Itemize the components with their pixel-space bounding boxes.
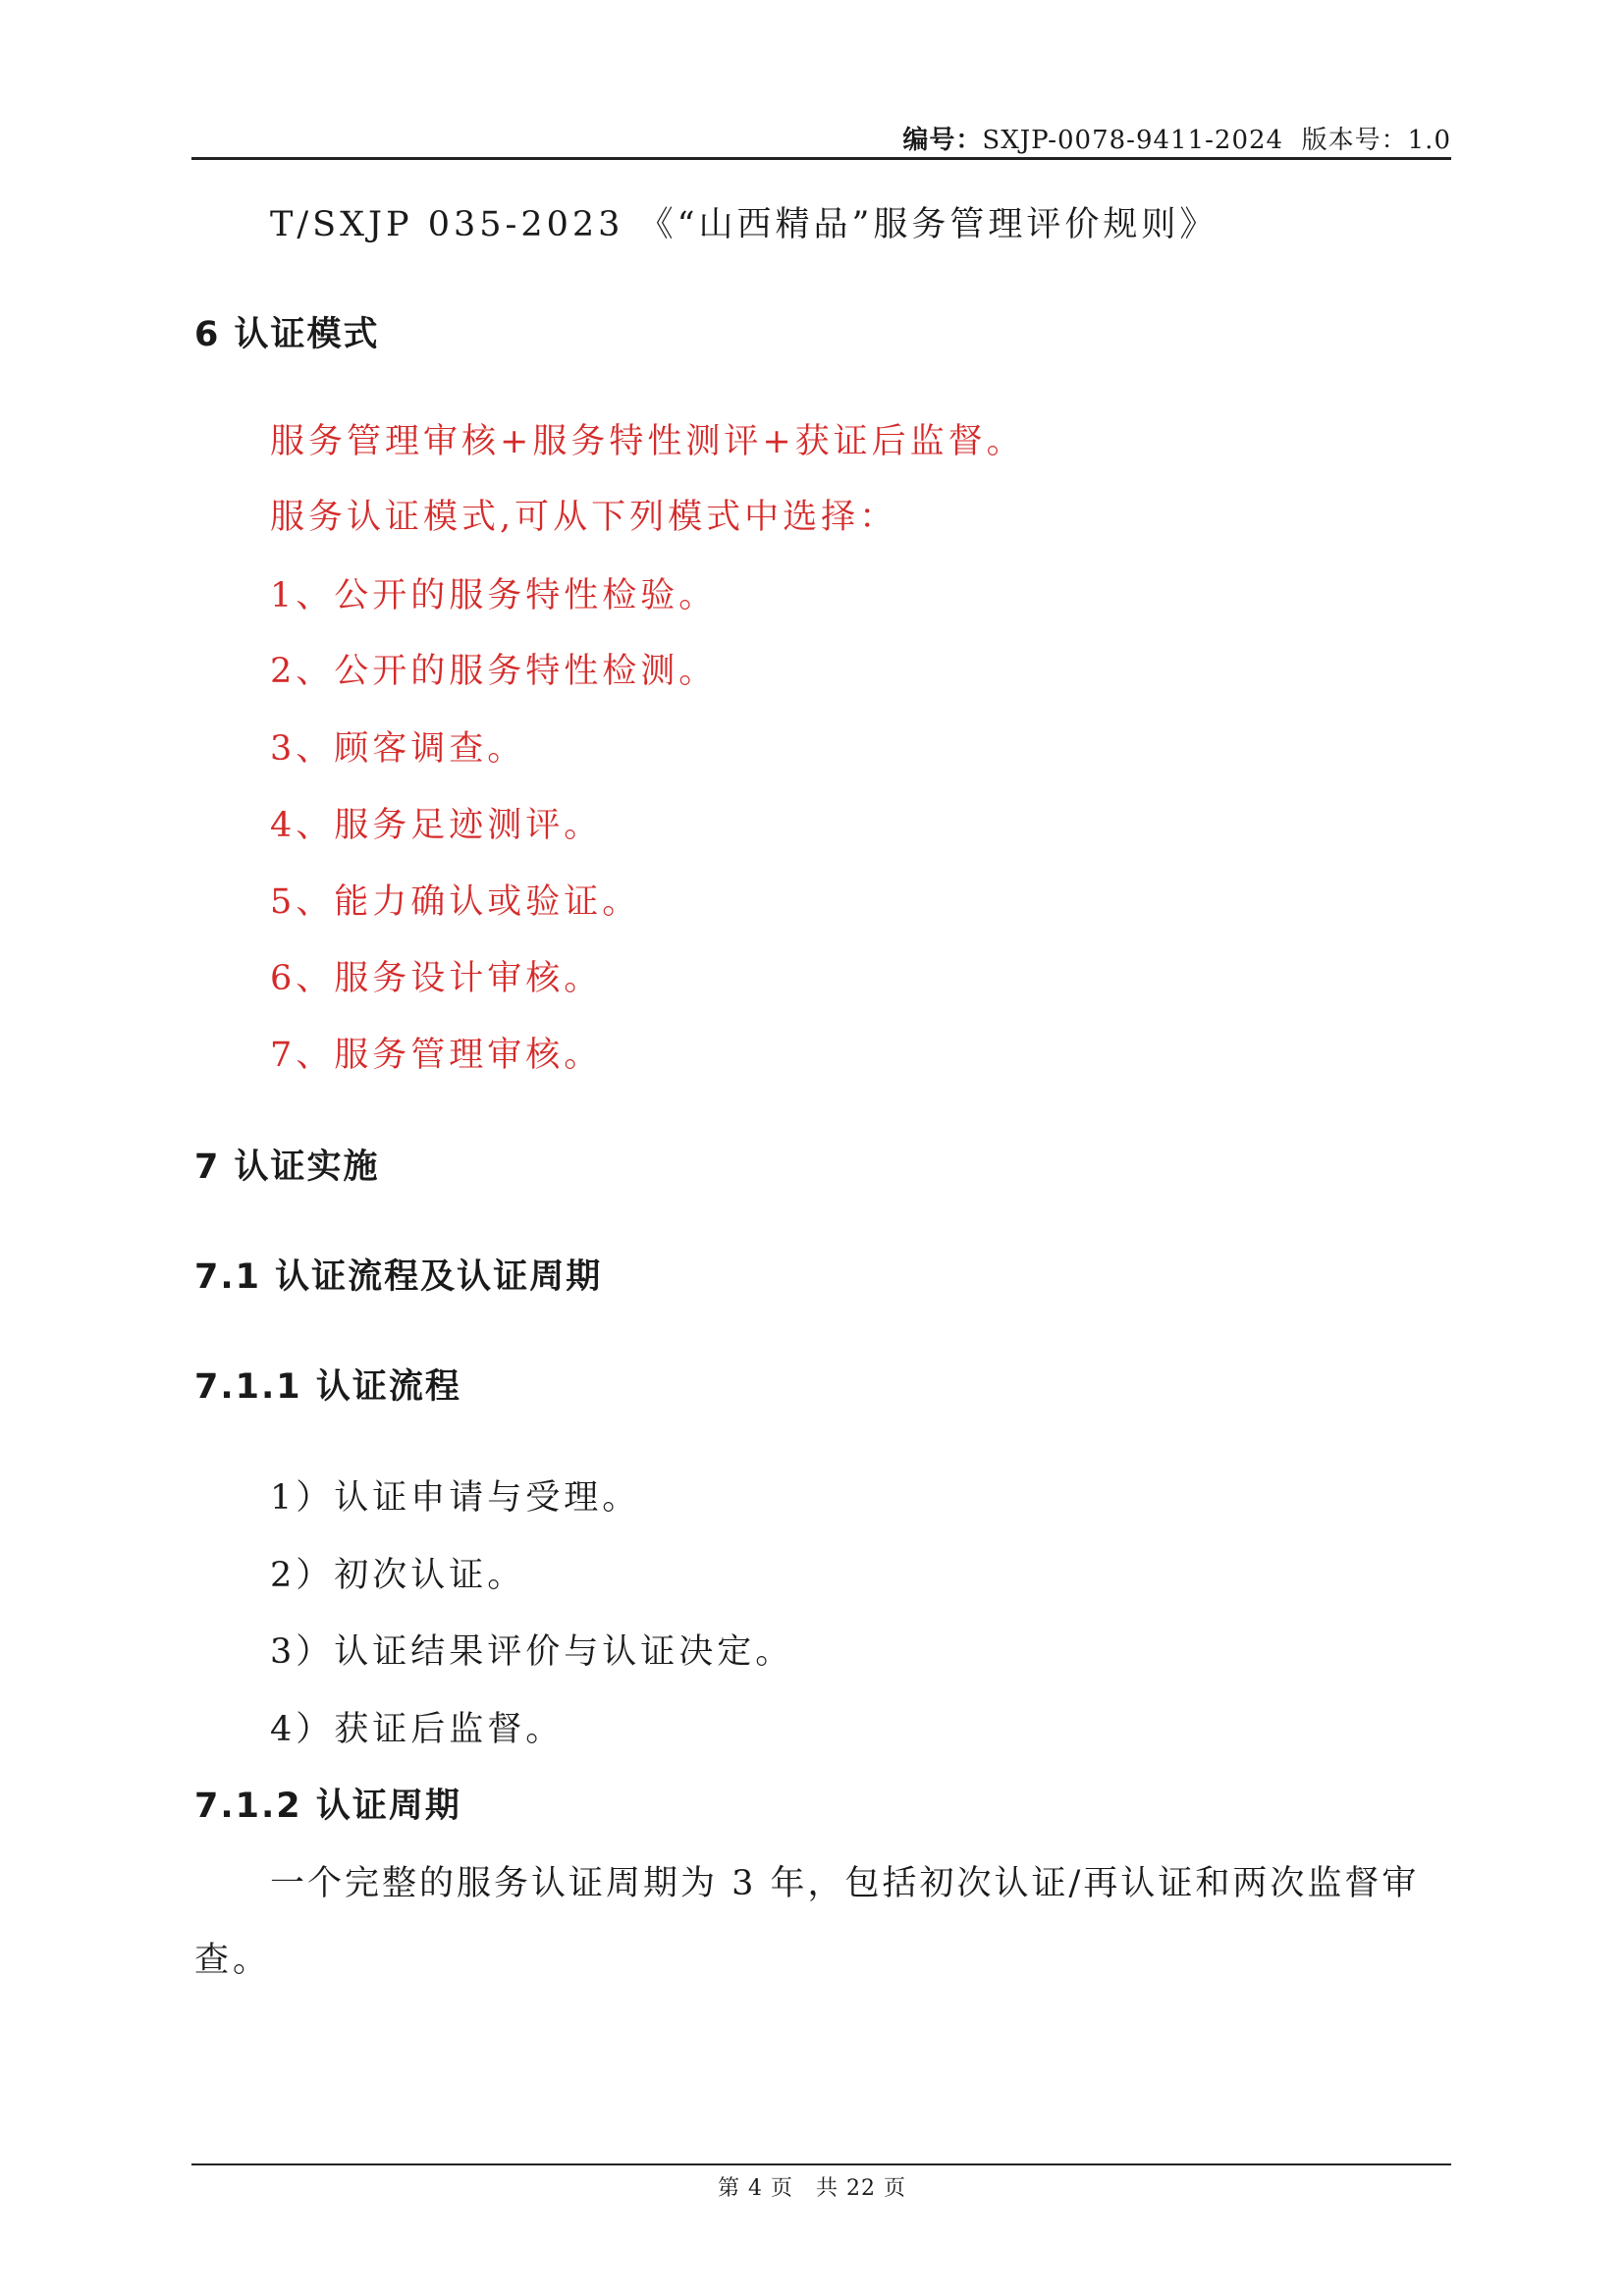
cycle-paragraph-line-2: 查。 [194,1941,272,1980]
mode-option-1: 1、公开的服务特性检验。 [270,576,718,615]
section-7-1-2-heading: 7.1.2 认证周期 [194,1787,461,1826]
process-step-2: 2）初次认证。 [270,1556,526,1595]
section-6-heading: 6 认证模式 [194,315,380,354]
page-header [191,110,1451,160]
page-number: 第 4 页 共 22 页 [718,2176,906,2201]
reference-standard-line: T/SXJP 035-2023 《“山西精品”服务管理评价规则》 [270,205,1218,244]
version-value: 1.0 [1407,126,1451,155]
code-value: SXJP-0078-9411-2024 [982,126,1284,155]
mode-choice-intro: 服务认证模式,可从下列模式中选择： [270,498,898,537]
process-step-3: 3）认证结果评价与认证决定。 [270,1632,794,1672]
mode-option-5: 5、能力确认或验证。 [270,882,641,922]
code-label: 编号： [902,126,983,155]
cycle-paragraph-line-1: 一个完整的服务认证周期为 3 年，包括初次认证/再认证和两次监督审 [270,1864,1420,1903]
mode-option-4: 4、服务足迹测评。 [270,806,603,845]
section-7-heading: 7 认证实施 [194,1148,380,1187]
process-step-4: 4）获证后监督。 [270,1710,565,1749]
footer-divider [191,2163,1451,2165]
process-step-1: 1）认证申请与受理。 [270,1478,641,1518]
mode-option-2: 2、公开的服务特性检测。 [270,652,718,691]
mode-option-6: 6、服务设计审核。 [270,959,603,998]
mode-option-7: 7、服务管理审核。 [270,1036,603,1075]
mode-summary-line: 服务管理审核+服务特性测评+获证后监督。 [270,422,1025,461]
mode-option-3: 3、顾客调查。 [270,729,526,769]
document-id-line [902,120,1451,156]
section-7-1-1-heading: 7.1.1 认证流程 [194,1367,461,1407]
section-7-1-heading: 7.1 认证流程及认证周期 [194,1257,603,1297]
version-label: 版本号： [1301,126,1408,155]
